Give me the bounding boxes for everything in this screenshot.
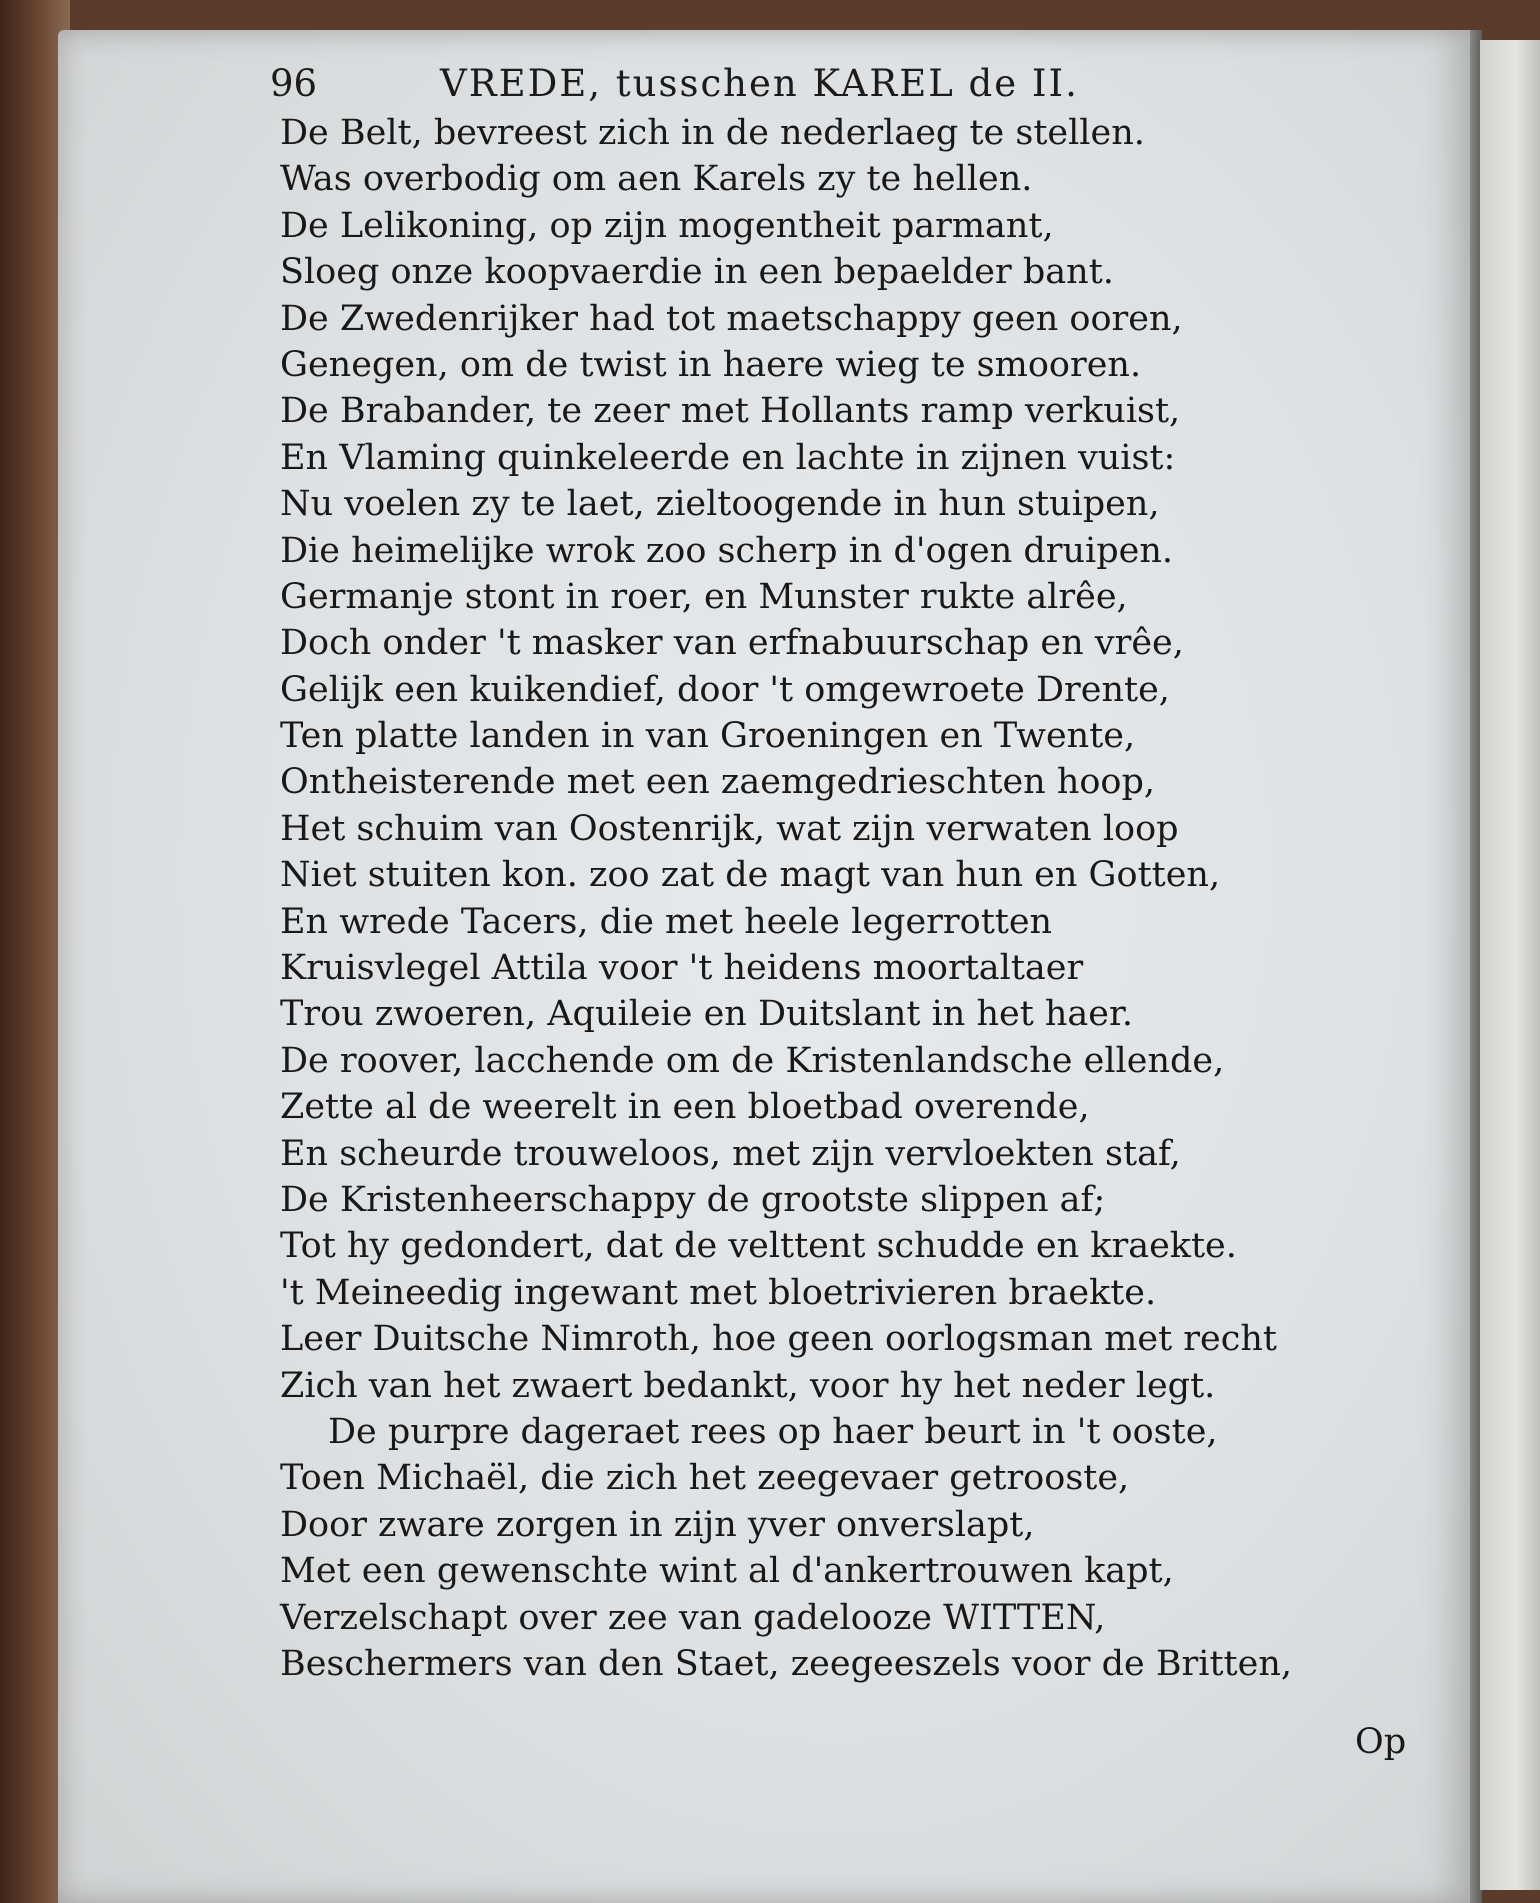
text-line: De Lelikoning, op zijn mogentheit parmant, xyxy=(280,205,1054,246)
text-line: 't Meineedig ingewant met bloetrivieren braekte. xyxy=(280,1272,1157,1313)
text-line: Niet stuiten kon. zoo zat de magt van hun en Gotten, xyxy=(280,855,1221,896)
page-number: 96 xyxy=(270,62,318,105)
text-line: En scheurde trouweloos, met zijn vervloekten staf, xyxy=(280,1133,1181,1174)
text-line: De Brabander, te zeer met Hollants ramp verkuist, xyxy=(280,391,1181,432)
text-line: Sloeg onze koopvaerdie in een bepaelder bant. xyxy=(280,252,1114,293)
catchword: Op xyxy=(1355,1722,1407,1762)
text-line: Germanje stont in roer, en Munster rukte alrêe, xyxy=(280,576,1128,617)
text-line: En Vlaming quinkeleerde en lachte in zijnen vuist: xyxy=(280,437,1176,478)
text-line: Trou zwoeren, Aquileie en Duitslant in het haer. xyxy=(280,994,1134,1035)
text-line: Ontheisterende met een zaemgedrieschten hoop, xyxy=(280,762,1156,803)
text-line: De Belt, bevreest zich in de nederlaeg te stellen. xyxy=(280,113,1145,153)
text-line: Kruisvlegel Attila voor 't heidens moortaltaer xyxy=(280,948,1084,989)
text-line: Het schuim van Oostenrijk, wat zijn verwaten loop xyxy=(280,808,1179,849)
text-line: Zich van het zwaert bedankt, voor hy het neder legt. xyxy=(280,1365,1216,1406)
text-line-indented: De purpre dageraet rees op haer beurt in 't ooste, xyxy=(328,1411,1218,1452)
poem-text xyxy=(280,110,1460,1687)
text-line: Leer Duitsche Nimroth, hoe geen oorlogsman met recht xyxy=(280,1319,1277,1360)
text-line: Genegen, om de twist in haere wieg te smooren. xyxy=(280,344,1142,385)
text-line: Ten platte landen in van Groeningen en Twente, xyxy=(280,716,1136,757)
text-line: Nu voelen zy te laet, zieltoogende in hun stuipen, xyxy=(280,484,1160,525)
running-title: VREDE, tusschen KAREL de II. xyxy=(440,62,1079,105)
text-line: Die heimelijke wrok zoo scherp in d'ogen druipen. xyxy=(280,530,1174,571)
next-page-edge xyxy=(1480,40,1540,1890)
text-line: Tot hy gedondert, dat de velttent schudde en kraekte. xyxy=(280,1226,1237,1267)
text-line: Doch onder 't masker van erfnabuurschap en vrêe, xyxy=(280,623,1184,664)
text-line: Beschermers van den Staet, zeegeeszels voor de Britten, xyxy=(280,1643,1292,1684)
text-line: De roover, lacchende om de Kristenlandsche ellende, xyxy=(280,1040,1225,1081)
text-line: Verzelschapt over zee van gadelooze WITTEN, xyxy=(280,1597,1106,1638)
text-line: Toen Michaël, die zich het zeegevaer getrooste, xyxy=(280,1458,1130,1499)
text-line: En wrede Tacers, die met heele legerrotten xyxy=(280,901,1053,942)
text-line: Gelijk een kuikendief, door 't omgewroete Drente, xyxy=(280,669,1170,710)
text-line: Was overbodig om aen Karels zy te hellen. xyxy=(280,159,1033,200)
text-line: Door zware zorgen in zijn yver onverslapt, xyxy=(280,1504,1035,1545)
text-line: De Zwedenrijker had tot maetschappy geen ooren, xyxy=(280,298,1183,339)
text-line: Met een gewenschte wint al d'ankertrouwen kapt, xyxy=(280,1551,1174,1592)
text-line: De Kristenheerschappy de grootste slippen af; xyxy=(280,1179,1106,1220)
text-line: Zette al de weerelt in een bloetbad overende, xyxy=(280,1087,1090,1128)
